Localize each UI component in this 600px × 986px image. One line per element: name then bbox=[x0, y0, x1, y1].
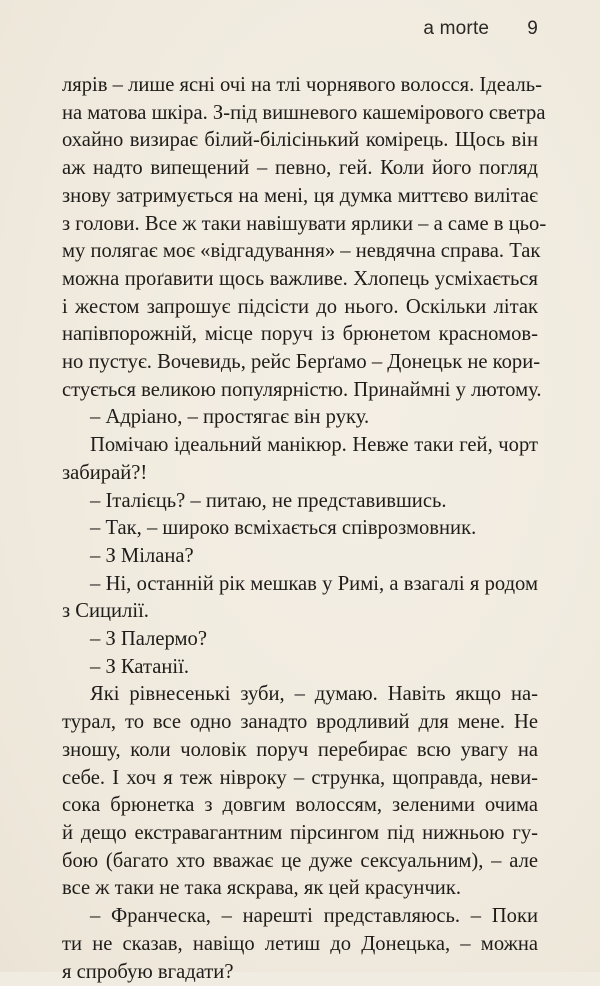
text-line: Які рівнесенькі зуби, – думаю. Навіть якщо на- bbox=[62, 681, 538, 709]
text-line: – Так, – широко всміхається співрозмовник. bbox=[62, 515, 538, 543]
text-line: аж надто випещений – певно, гей. Коли його погляд bbox=[62, 155, 538, 183]
text-line: – Франческа, – нарешті представляюсь. – Поки bbox=[62, 903, 538, 931]
text-line: но пустує. Вочевидь, рейс Берґамо – Донецьк не кори- bbox=[62, 349, 538, 377]
text-line: – З Мілана? bbox=[62, 543, 538, 571]
text-line: сока брюнетка з довгим волоссям, зеленими очима bbox=[62, 792, 538, 820]
text-line: забирай?! bbox=[62, 460, 538, 488]
text-line: ти не сказав, навіщо летиш до Донецька, – можна bbox=[62, 931, 538, 959]
text-line: Помічаю ідеальний манікюр. Невже таки гей, чорт bbox=[62, 432, 538, 460]
text-line: – З Катанії. bbox=[62, 654, 538, 682]
text-line: турал, то все одно занадто вродливий для мене. Не bbox=[62, 709, 538, 737]
text-line: я спробую вгадати? bbox=[62, 959, 538, 986]
running-title: a morte bbox=[423, 18, 489, 40]
text-line: знову затримується на мені, ця думка миттєво вилітає bbox=[62, 183, 538, 211]
text-line: можна проґавити щось важливе. Хлопець усміхається bbox=[62, 266, 538, 294]
text-line: напівпорожній, місце поруч із брюнетом красномов- bbox=[62, 321, 538, 349]
text-line: му полягає моє «відгадування» – невдячна справа. Так bbox=[62, 238, 538, 266]
text-line: себе. І хоч я теж нівроку – струнка, щоправда, неви- bbox=[62, 765, 538, 793]
text-line: – З Палермо? bbox=[62, 626, 538, 654]
page-number: 9 bbox=[527, 18, 538, 40]
text-line: і жестом запрошує підсісти до нього. Оскільки літак bbox=[62, 294, 538, 322]
text-line: охайно визирає білий-білісінький комірець. Щось він bbox=[62, 127, 538, 155]
text-line: – Італієць? – питаю, не представившись. bbox=[62, 488, 538, 516]
text-line: на матова шкіра. З-під вишневого кашемірового светра bbox=[62, 100, 538, 128]
text-line: – Ні, останній рік мешкав у Римі, а взагалі я родом bbox=[62, 571, 538, 599]
text-line: бою (багато хто вважає це дуже сексуальним), – але bbox=[62, 848, 538, 876]
text-line: лярів – лише ясні очі на тлі чорнявого волосся. Ідеаль- bbox=[62, 72, 538, 100]
body-text bbox=[62, 72, 538, 986]
text-line: з Сицилії. bbox=[62, 598, 538, 626]
text-line: все ж таки не така яскрава, як цей красунчик. bbox=[62, 875, 538, 903]
text-line: з голови. Все ж таки навішувати ярлики – а саме в цьо- bbox=[62, 211, 538, 239]
text-line: стується великою популярністю. Принаймні у лютому. bbox=[62, 377, 538, 405]
text-line: – Адріано, – простягає він руку. bbox=[62, 404, 538, 432]
text-line: зношу, коли чоловік поруч перебирає всю увагу на bbox=[62, 737, 538, 765]
running-header bbox=[423, 18, 538, 40]
text-line: й дещо екстравагантним пірсингом під нижньою гу- bbox=[62, 820, 538, 848]
